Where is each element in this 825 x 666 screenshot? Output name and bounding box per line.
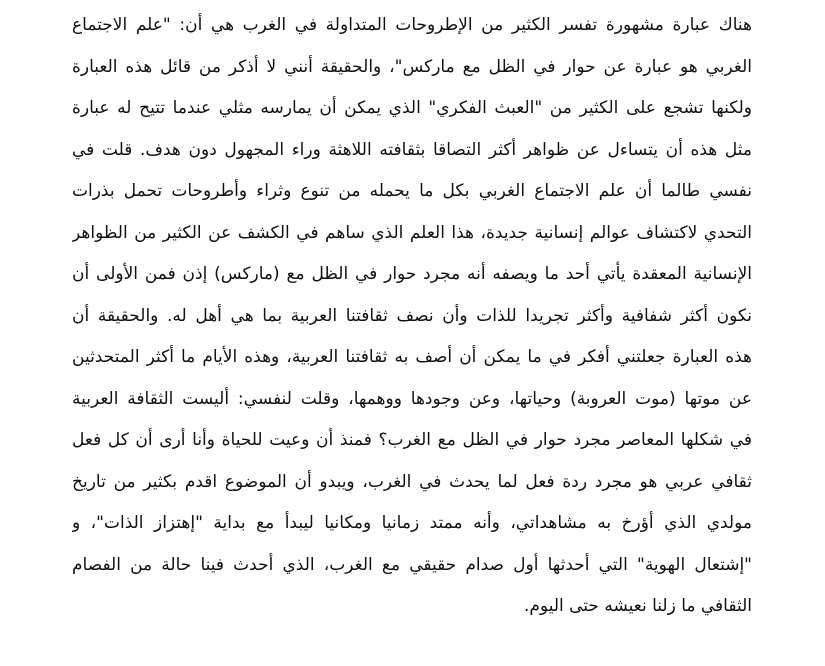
text-line: نفسي طالما أن علم الاجتماع الغربي بكل ما يحمله من تنوع وثراء وأطروحات تحمل بذرات [72,181,752,201]
text-line: "إشتعال الهوية" التي أحدثها أول صدام حقيقي مع الغرب، الذي أحدث فينا حالة من الفصام [72,554,752,575]
text-line: عن موتها (موت العروبة) وحياتها، وعن وجودها ووهمها، وقلت لنفسي: أليست الثقافة العربية [72,388,752,409]
text-line: الإنسانية المعقدة يأتي أحد ما ويصفه أنه مجرد حوار في الظل مع (ماركس) إذن فمن الأولى أن [72,264,752,284]
text-line: التحدي لاكتشاف عوالم إنسانية جديدة، هذا العلم الذي ساهم في الكشف عن الكثير من الظواهر [72,222,752,243]
text-line: مثل هذه أن يتساءل عن ظواهر أكثر التصاقا بثقافته اللاهثة وراء المجهول دون هدف. قلت في [72,139,752,160]
text-line-last: الثقافي ما زلنا نعيشه حتى اليوم. [523,596,752,616]
article-body [72,5,752,628]
text-line: مولدي الذي أؤرخ به مشاهداتي، وأنه ممتد زمانيا ومكانيا ليبدأ مع بداية "إهتزاز الذات"، و [72,513,752,533]
text-line: هناك عبارة مشهورة تفسر الكثير من الإطروحات المتداولة في الغرب هي أن: "علم الاجتماع [72,15,752,35]
text-line: ولكنها تشجع على الكثير من "العبث الفكري" الذي يمكن أن يمارسه مثلي عندما تتيح له عبارة [72,98,752,118]
text-line: ثقافي عربي هو مجرد ردة فعل لما يحدث في الغرب، ويبدو أن الموضوع اقدم بكثير من تاريخ [72,471,752,492]
text-line: نكون أكثر شفافية وأكثر تجريدا للذات وأن نصف ثقافتنا العربية بما هي أهل له. والحقيقة أن [72,305,752,326]
text-line: هذه العبارة جعلتني أفكر في ما يمكن أن أصف به ثقافتنا العربية، وهذه الأيام ما أكثر المتحدثين [72,347,752,367]
text-line: في شكلها المعاصر مجرد حوار في الظل مع الغرب؟ فمنذ أن وعيت للحياة وأنا أرى أن كل فعل [72,430,752,450]
text-line: الغربي هو عبارة عن حوار في الظل مع ماركس"، والحقيقة أنني لا أذكر من قائل هذه العبارة [72,56,752,77]
